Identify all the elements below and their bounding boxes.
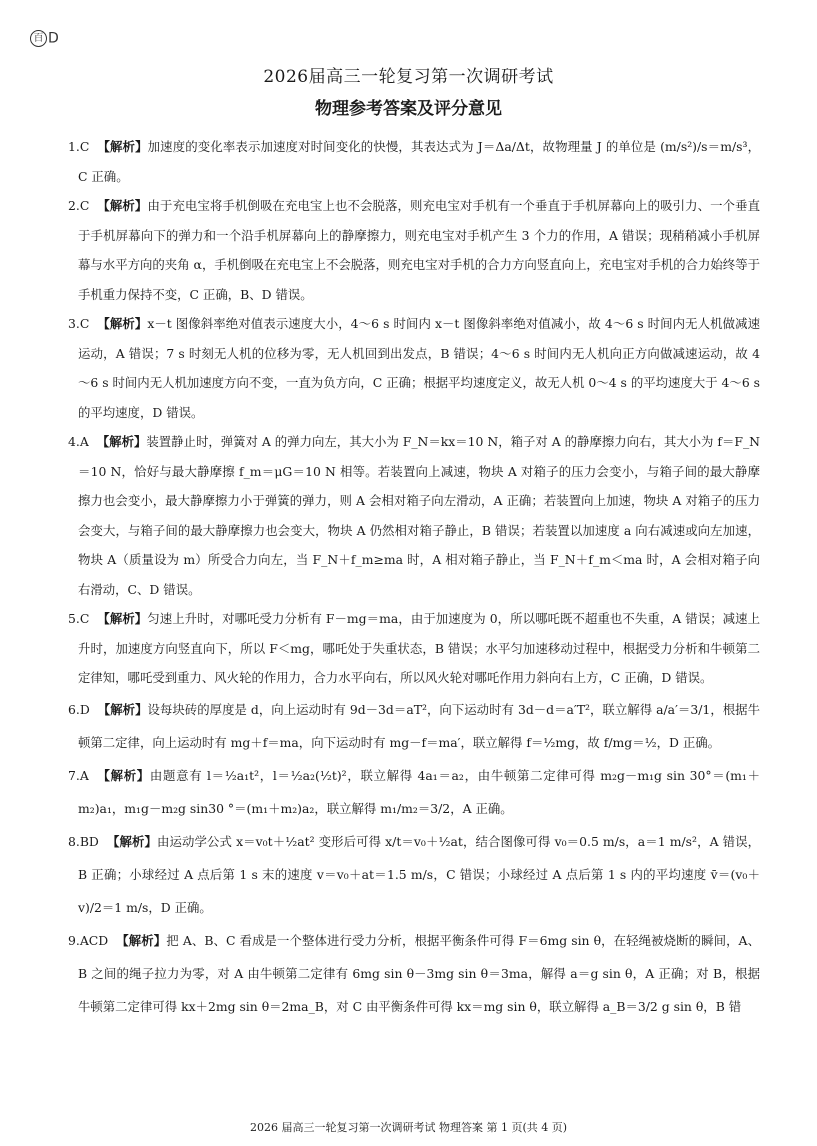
analysis-text: 匀速上升时，对哪吒受力分析有 F－mg＝ma，由于加速度为 0，所以哪吒既不超重也不失重，A 错误；减速上升时，加速度方向竖直向下，所以 F＜mg，哪吒处于失重状态，B 错误；水平匀加速移动过程中，根据受力分析和牛顿第二定律知，哪吒受到重力、风火轮的作用力，合力水平向右，所以风火轮对哪吒作用力斜向右上方，C 正确，D 错误。 (78, 611, 761, 685)
analysis-tag: 【解析】 (96, 434, 147, 449)
answer-number: 8. (68, 833, 80, 849)
answer-item-6 (68, 693, 760, 759)
page-footer: 2026 届高三一轮复习第一次调研考试 物理答案 第 1 页(共 4 页) (249, 1121, 568, 1134)
header-logo (30, 30, 59, 47)
analysis-tag: 【解析】 (97, 611, 148, 626)
answer-item-9 (68, 924, 760, 1023)
analysis-text: 设每块砖的厚度是 d，向上运动时有 9d－3d＝aT²，向下运动时有 3d－d＝a′T²，联立解得 a/a′＝3/1，根据牛顿第二定律，向上运动时有 mg＋f＝ma，向下运动时有 mg－f＝ma′，联立解得 f＝½mg，故 f/mg＝½，D 正确。 (78, 701, 760, 750)
analysis-tag: 【解析】 (97, 198, 148, 213)
analysis-tag: 【解析】 (97, 701, 148, 717)
answer-choice: C (79, 611, 90, 626)
answer-number: 1. (68, 139, 80, 154)
answer-choice: C (79, 316, 90, 331)
answer-item-8 (68, 825, 760, 924)
document-title: 2026届高三一轮复习第一次调研考试 (263, 67, 554, 87)
answer-item-4 (68, 427, 760, 604)
answer-item-1 (68, 132, 760, 191)
analysis-tag: 【解析】 (96, 767, 150, 783)
answer-choice: C (79, 139, 90, 154)
analysis-tag: 【解析】 (116, 932, 167, 948)
answer-number: 4. (68, 434, 80, 449)
answer-list (68, 132, 760, 1023)
answer-number: 3. (68, 316, 80, 331)
answer-choice: A (79, 434, 89, 449)
analysis-text: 把 A、B、C 看成是一个整体进行受力分析，根据平衡条件可得 F＝6mg sin θ，在轻绳被烧断的瞬间，A、B 之间的绳子拉力为零，对 A 由牛顿第二定律有 6mg sin θ－3mg sin θ＝3ma，解得 a＝g sin θ，A 正确；对 B，根据牛顿第二定律可得 kx＋2mg sin θ＝2ma_B，对 C 由平衡条件可得 kx＝mg sin θ，联立解得 a_B＝3/2 g sin θ，B 错 (78, 932, 760, 1014)
answer-choice: ACD (79, 932, 109, 948)
answer-item-5 (68, 604, 760, 693)
answer-choice: BD (79, 833, 99, 849)
answer-choice: C (79, 198, 90, 213)
analysis-text: 由于充电宝将手机倒吸在充电宝上也不会脱落，则充电宝对手机有一个垂直于手机屏幕向上的吸引力、一个垂直于手机屏幕向下的弹力和一个沿手机屏幕向上的静摩擦力，则充电宝对手机产生 3 个力的作用，A 错误；现稍稍减小手机屏幕与水平方向的夹角 α，手机倒吸在充电宝上不会脱落，则充电宝对手机的合力方向竖直向上，充电宝对手机的合力始终等于手机重力保持不变，C 正确，B、D 错误。 (78, 198, 761, 302)
answer-choice: A (79, 767, 89, 783)
answer-number: 6. (68, 701, 80, 717)
document-subtitle: 物理参考答案及评分意见 (315, 99, 502, 119)
answer-choice: D (79, 701, 90, 717)
answer-number: 7. (68, 767, 80, 783)
answer-number: 2. (68, 198, 80, 213)
analysis-text: 加速度的变化率表示加速度对时间变化的快慢，其表达式为 J＝Δa/Δt，故物理量 J 的单位是 (m/s²)/s＝m/s³，C 正确。 (78, 139, 761, 184)
logo-letter: D (48, 30, 59, 47)
analysis-text: x－t 图像斜率绝对值表示速度大小，4～6 s 时间内 x－t 图像斜率绝对值减小，故 4～6 s 时间内无人机做减速运动，A 错误；7 s 时刻无人机的位移为零，无人机回到出发点，B 错误；4～6 s 时间内无人机向正方向做减速运动，故 4～6 s 时间内无人机加速度方向不变，一直为负方向，C 正确；根据平均速度定义，故无人机 0～4 s 的平均速度大于 4～6 s 的平均速度，D 错误。 (78, 316, 760, 420)
logo-circle-mark: 百 (30, 30, 47, 47)
analysis-tag: 【解析】 (106, 833, 157, 849)
analysis-text: 由题意有 l＝½a₁t²，l＝½a₂(½t)²，联立解得 4a₁＝a₂，由牛顿第二定律可得 m₂g－m₁g sin 30°＝(m₁＋m₂)a₁，m₁g－m₂g sin30 °＝(m₁＋m₂)a₂，联立解得 m₁/m₂＝3/2，A 正确。 (78, 767, 760, 816)
analysis-text: 装置静止时，弹簧对 A 的弹力向左，其大小为 F_N＝kx＝10 N，箱子对 A 的静摩擦力向右，其大小为 f＝F_N＝10 N，恰好与最大静摩擦 f_m＝μG＝10 N 相等。若装置向上减速，物块 A 对箱子的压力会变小，与箱子间的最大静摩擦力也会变小，最大静摩擦力小于弹簧的弹力，则 A 会相对箱子向左滑动，A 正确；若装置向上加速，物块 A 对箱子的压力会变大，与箱子间的最大静摩擦力也会变大，物块 A 仍然相对箱子静止，B 错误；若装置以加速度 a 向右减速或向左加速，物块 A（质量设为 m）所受合力向左，当 F_N＋f_m≥ma 时，A 相对箱子静止，当 F_N＋f_m＜ma 时，A 会相对箱子向右滑动，C、D 错误。 (78, 434, 760, 597)
analysis-text: 由运动学公式 x＝v₀t＋½at² 变形后可得 x/t＝v₀＋½at，结合图像可得 v₀＝0.5 m/s，a＝1 m/s²，A 错误，B 正确；小球经过 A 点后第 1 s 末的速度 v＝v₀＋at＝1.5 m/s，C 错误；小球经过 A 点后第 1 s 内的平均速度 v̄＝(v₀＋v)/2＝1 m/s，D 正确。 (78, 833, 760, 915)
answer-item-7 (68, 759, 760, 825)
analysis-tag: 【解析】 (97, 316, 148, 331)
answer-number: 9. (68, 932, 80, 948)
answer-number: 5. (68, 611, 80, 626)
title-block (0, 62, 817, 119)
answer-item-3 (68, 309, 760, 427)
analysis-tag: 【解析】 (97, 139, 148, 154)
answer-item-2 (68, 191, 760, 309)
